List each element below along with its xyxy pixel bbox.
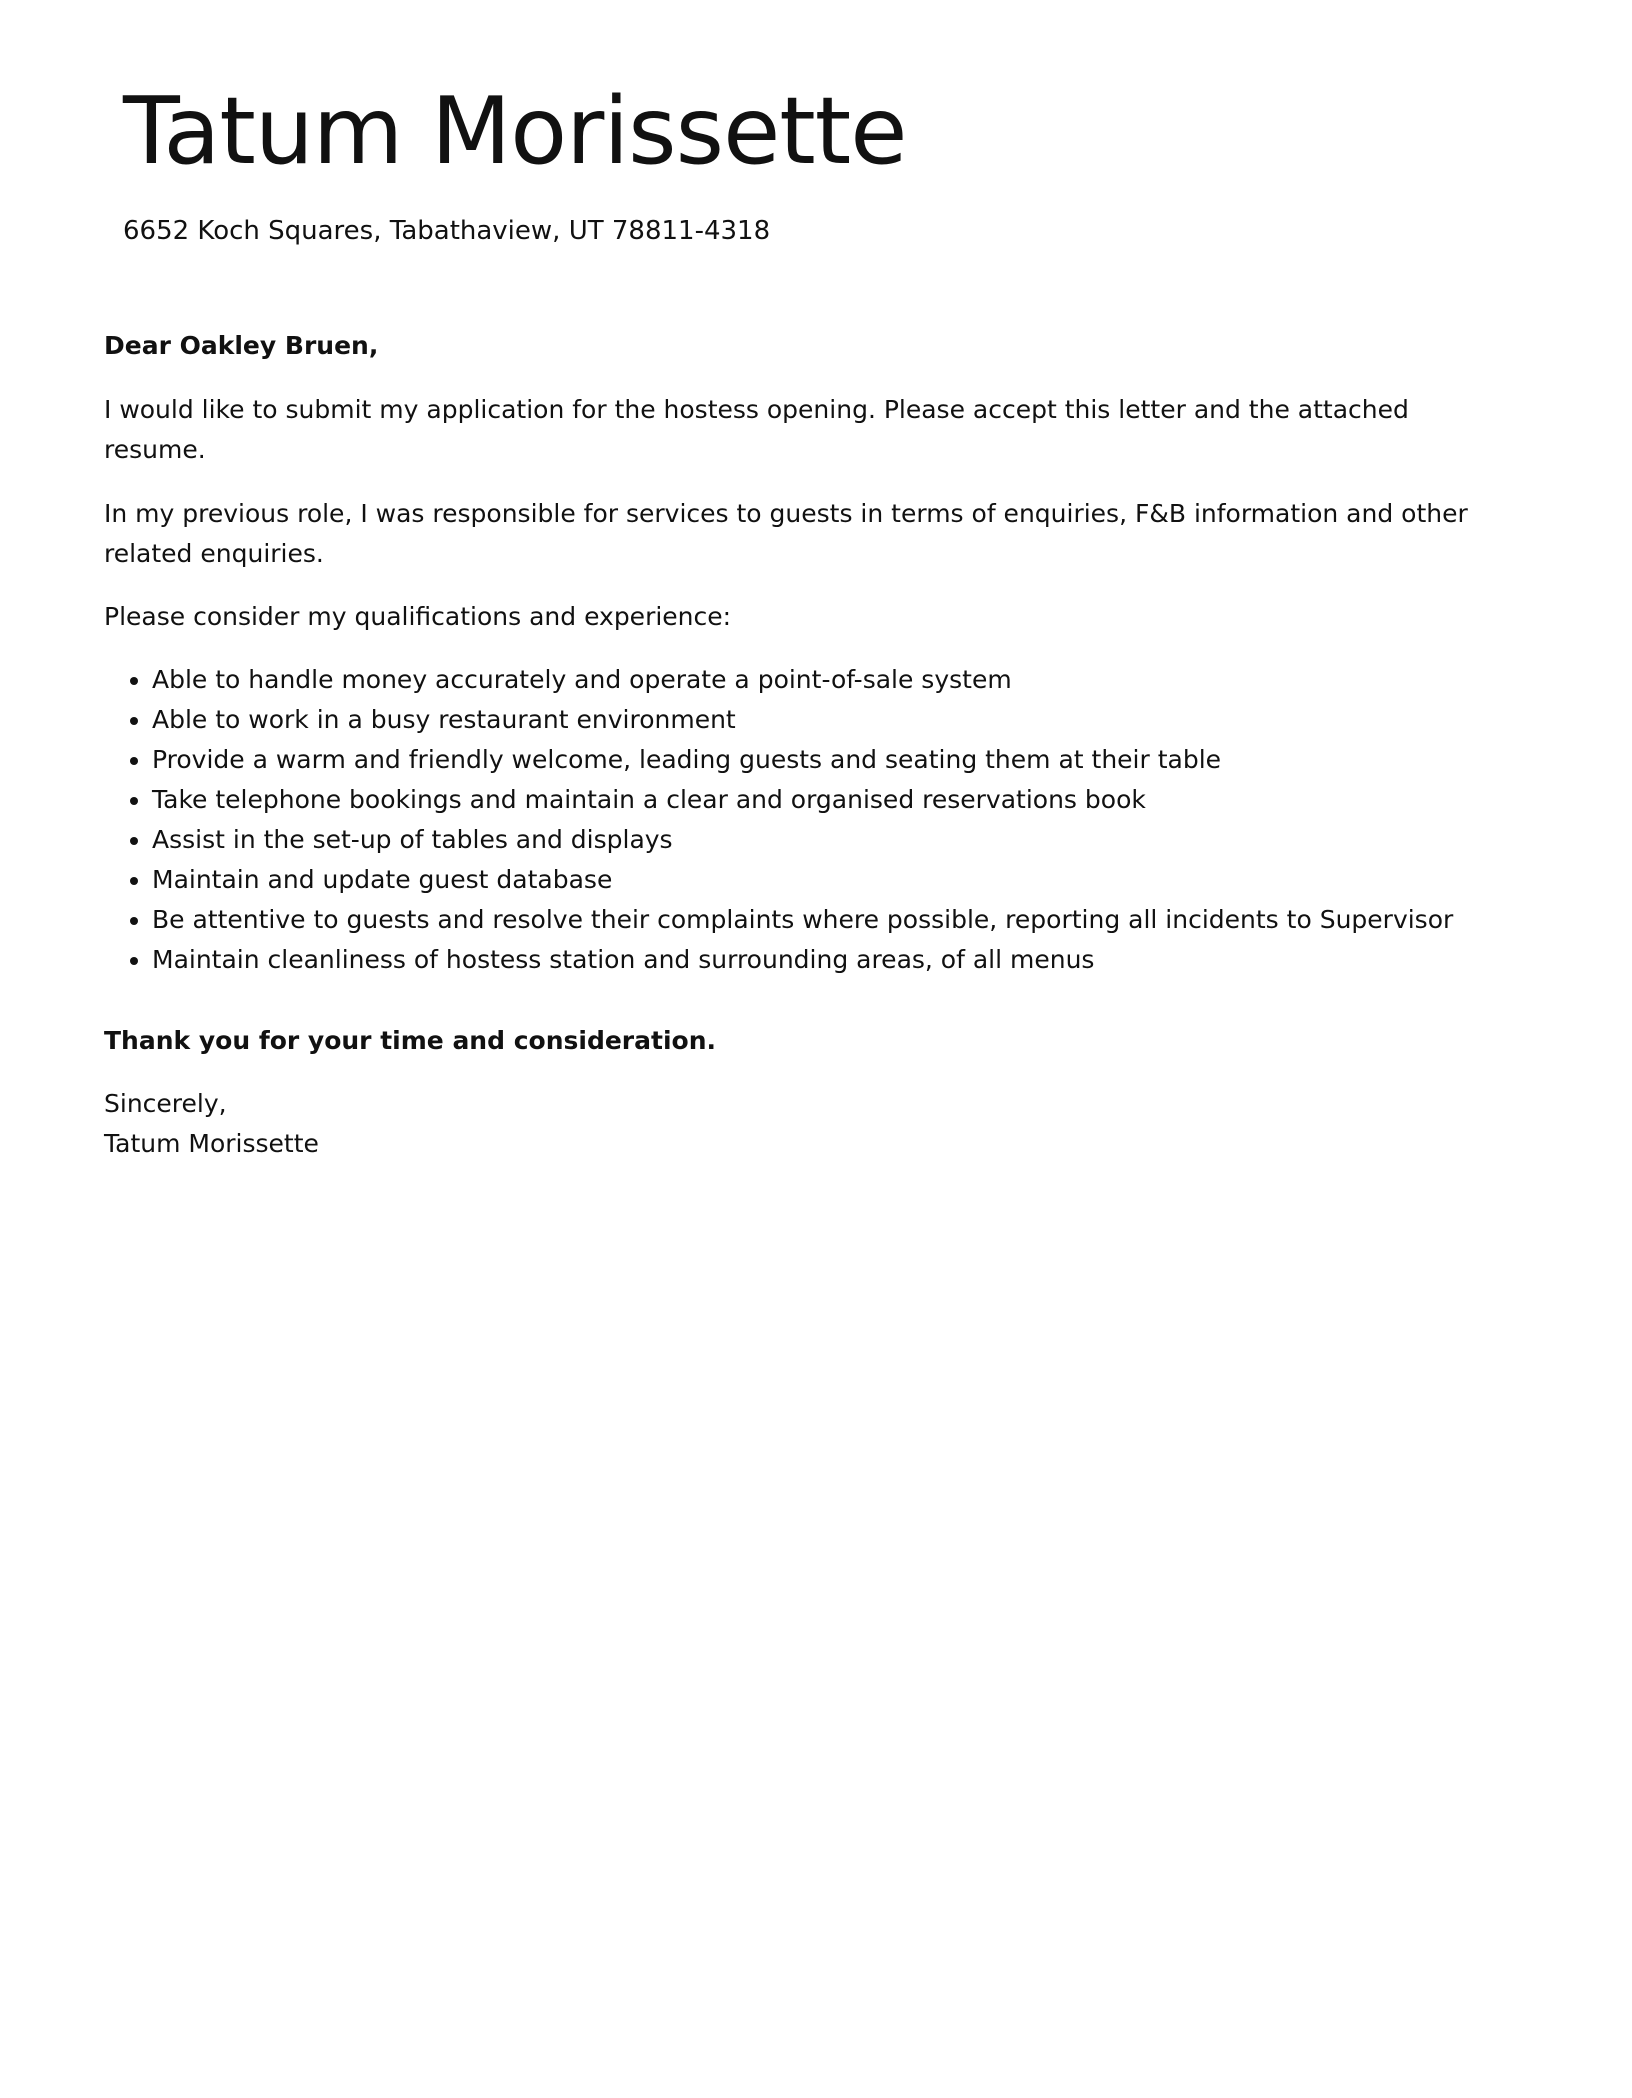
- list-item: • Able to work in a busy restaurant environment: [152, 700, 1504, 740]
- signature-name: Tatum Morissette: [104, 1129, 319, 1158]
- list-item: • Assist in the set-up of tables and displays: [152, 820, 1504, 860]
- qualifications-list: [104, 660, 1504, 980]
- applicant-address: 6652 Koch Squares, Tabathaview, UT 78811-4318: [123, 216, 771, 246]
- experience-paragraph: In my previous role, I was responsible for services to guests in terms of enquiries, F&B information and other related enquiries.: [104, 499, 1468, 568]
- letter-body: [104, 326, 1504, 1164]
- list-item: • Be attentive to guests and resolve their complaints where possible, reporting all incidents to Supervisor: [152, 900, 1504, 940]
- letter-header: [123, 72, 1423, 249]
- intro-paragraph: I would like to submit my application for the hostess opening. Please accept this letter and the attached resume.: [104, 395, 1409, 464]
- list-item: • Maintain cleanliness of hostess station and surrounding areas, of all menus: [152, 940, 1504, 980]
- salutation: Dear Oakley Bruen,: [104, 331, 379, 360]
- list-item: • Provide a warm and friendly welcome, leading guests and seating them at their table: [152, 740, 1504, 780]
- signoff: Sincerely,: [104, 1089, 227, 1118]
- applicant-name: Tatum Morissette: [123, 77, 907, 185]
- qualifications-intro: Please consider my qualifications and experience:: [104, 602, 732, 631]
- closing-line: Thank you for your time and consideration.: [104, 1026, 716, 1055]
- list-item: • Able to handle money accurately and operate a point-of-sale system: [152, 660, 1504, 700]
- list-item: • Maintain and update guest database: [152, 860, 1504, 900]
- list-item: • Take telephone bookings and maintain a clear and organised reservations book: [152, 780, 1504, 820]
